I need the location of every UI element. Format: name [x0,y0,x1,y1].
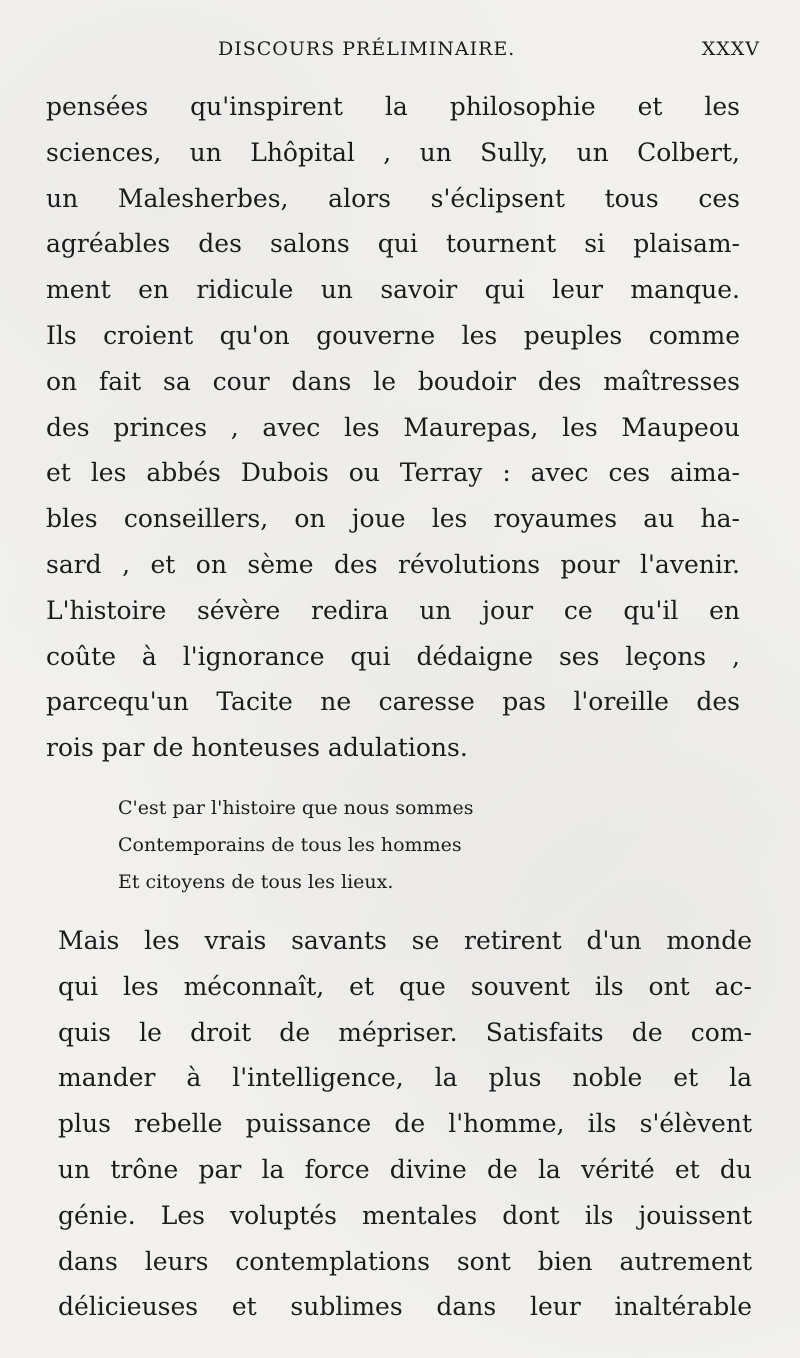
verse-quotation [118,790,638,901]
text-line: L'histoire sévère redira un jour ce qu'il en [46,595,740,625]
text-line: ment en ridicule un savoir qui leur manque. [46,275,740,305]
text-line: coûte à l'ignorance qui dédaigne ses leçons , [46,641,740,671]
text-line: quis le droit de mépriser. Satisfaits de com- [58,1017,752,1047]
verse-line: C'est par l'histoire que nous sommes [118,797,474,819]
paragraph-2 [58,918,752,1330]
text-line: un Malesherbes, alors s'éclipsent tous ces [46,183,740,213]
verse-line: Et citoyens de tous les lieux. [118,871,394,893]
text-line: sard , et on sème des révolutions pour l'avenir. [46,549,740,579]
text-line: des princes , avec les Maurepas, les Maupeou [46,412,740,442]
text-line: un trône par la force divine de la vérité et du [58,1154,752,1184]
paragraph-1 [46,84,740,771]
text-line: qui les méconnaît, et que souvent ils ont ac- [58,971,752,1001]
text-line: délicieuses et sublimes dans leur inaltérable [58,1292,752,1322]
running-title: DISCOURS PRÉLIMINAIRE. [218,38,516,60]
text-line: parcequ'un Tacite ne caresse pas l'oreille des [46,687,740,717]
verse-line: Contemporains de tous les hommes [118,834,462,856]
text-line: rois par de honteuses adulations. [46,733,468,763]
page-number: XXXV [701,38,760,60]
text-line: Ils croient qu'on gouverne les peuples comme [46,320,740,350]
text-line: dans leurs contemplations sont bien autrement [58,1246,752,1276]
text-line: génie. Les voluptés mentales dont ils jouissent [58,1200,752,1230]
text-line: on fait sa cour dans le boudoir des maîtresses [46,366,740,396]
text-line: mander à l'intelligence, la plus noble et la [58,1063,752,1093]
running-header [0,38,800,72]
text-line: pensées qu'inspirent la philosophie et les [46,92,740,121]
text-line: agréables des salons qui tournent si plaisam- [46,229,740,259]
text-line: Mais les vrais savants se retirent d'un monde [58,926,752,955]
text-line: plus rebelle puissance de l'homme, ils s'élèvent [58,1109,752,1139]
text-line: et les abbés Dubois ou Terray : avec ces aima- [46,458,740,488]
text-line: sciences, un Lhôpital , un Sully, un Colbert, [46,137,740,167]
text-line: bles conseillers, on joue les royaumes au ha- [46,504,740,534]
